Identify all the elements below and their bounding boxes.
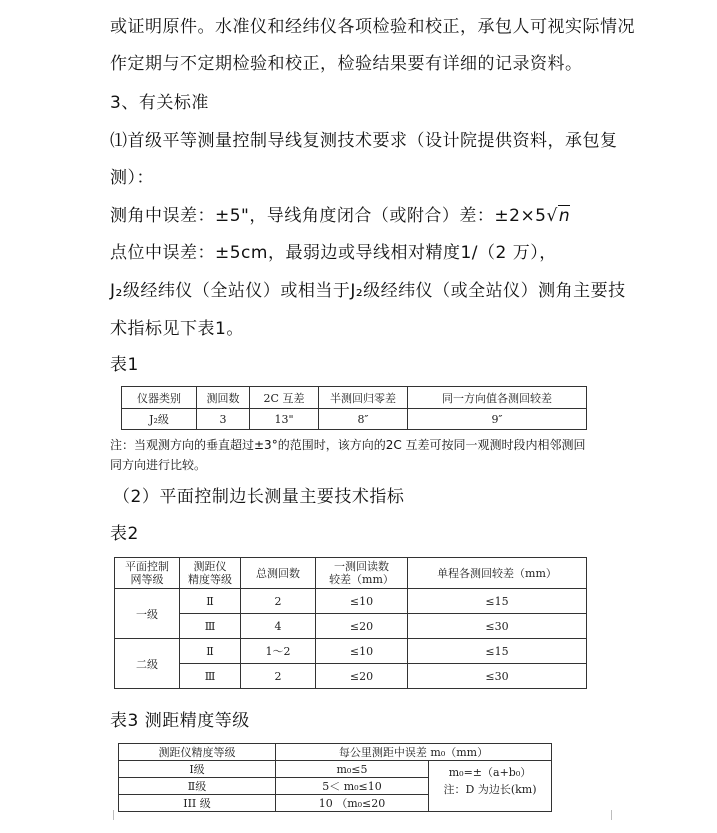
table-label: 表3 测距精度等级 [110, 711, 250, 731]
table-cell: ≤10 [316, 589, 408, 614]
table-cell: 2 [241, 589, 316, 614]
table-cell: Ⅱ [180, 639, 241, 664]
table-cell: Ⅱ级 [119, 778, 276, 795]
table-cell: 1～2 [241, 639, 316, 664]
table-header-cell: 测距仪精度等级 [119, 744, 276, 761]
table-cell: Ⅰ级 [119, 761, 276, 778]
table-cell: ≤20 [316, 614, 408, 639]
paragraph-line: J₂级经纬仪（全站仪）或相当于J₂级经纬仪（或全站仪）测角主要技 [110, 281, 626, 301]
page-corner-bottom-right [611, 810, 622, 820]
table-cell: Ⅲ [180, 614, 241, 639]
formula-line [110, 201, 570, 226]
table-cell: 9″ [408, 409, 587, 430]
section-heading: 3、有关标准 [110, 93, 209, 113]
table-3 [118, 743, 552, 812]
table-cell: 2 [241, 664, 316, 689]
table-cell: 4 [241, 614, 316, 639]
table-cell: 3 [197, 409, 250, 430]
table-header-cell: 每公里测距中误差 m₀（mm） [276, 744, 552, 761]
paragraph-line: ⑴首级平等测量控制导线复测技术要求（设计院提供资料，承包复 [110, 131, 618, 151]
table-header-cell: 测回数 [197, 387, 250, 409]
paragraph-line: 作定期与不定期检验和校正，检验结果要有详细的记录资料。 [110, 54, 583, 74]
table-cell: 8″ [319, 409, 408, 430]
table-cell: ≤30 [408, 664, 587, 689]
table-cell: 13" [250, 409, 319, 430]
formula-text: 测角中误差：±5"，导线角度闭合（或附合）差：±2×5 [110, 206, 547, 226]
table-cell: 5＜ m₀≤10 [276, 778, 429, 795]
table-label: 表1 [110, 355, 139, 375]
table-header-cell: 单程各测回较差（mm） [408, 558, 587, 589]
formula-note: 注：D 为边长(km) [443, 783, 537, 796]
table-cell: ≤20 [316, 664, 408, 689]
table-header-cell: 同一方向值各测回较差 [408, 387, 587, 409]
table-cell: Ⅱ [180, 589, 241, 614]
table-cell: ≤10 [316, 639, 408, 664]
paragraph-line: 测）： [110, 168, 154, 188]
table-header-cell: 一测回读数 较差（mm） [316, 558, 408, 589]
table-header-cell: 平面控制 网等级 [115, 558, 180, 589]
table-header-cell: 半测回归零差 [319, 387, 408, 409]
table-cell: ≤30 [408, 614, 587, 639]
formula-text: m₀=±（a+b₀） [448, 766, 532, 779]
page-corner-bottom-left [103, 810, 114, 820]
table-cell: J₂级 [122, 409, 197, 430]
table-cell: 一级 [115, 589, 180, 639]
table-note: 同方向进行比较。 [110, 458, 207, 472]
table-cell: III 级 [119, 795, 276, 812]
table-cell: m₀≤5 [276, 761, 429, 778]
section-heading: （2）平面控制边长测量主要技术指标 [113, 487, 405, 507]
table-cell: Ⅲ [180, 664, 241, 689]
table-cell: ≤15 [408, 589, 587, 614]
table-note: 注：当观测方向的垂直超过±3°的范围时，该方向的2C 互差可按同一观测时段内相邻测回 [110, 438, 586, 452]
paragraph-line: 术指标见下表1。 [110, 319, 244, 339]
table-label: 表2 [110, 524, 139, 544]
table-2 [114, 557, 587, 689]
table-header-cell: 测距仪 精度等级 [180, 558, 241, 589]
table-cell-formula [429, 761, 552, 812]
table-header-cell: 仪器类别 [122, 387, 197, 409]
table-cell: 10 （m₀≤20 [276, 795, 429, 812]
paragraph-line: 点位中误差：±5cm，最弱边或导线相对精度1/（2 万）， [110, 243, 557, 263]
table-header-cell: 总测回数 [241, 558, 316, 589]
paragraph-line: 或证明原件。水准仪和经纬仪各项检验和校正，承包人可视实际情况 [110, 17, 635, 37]
table-1 [121, 386, 587, 430]
sqrt-symbol: √n [546, 206, 571, 226]
table-cell: ≤15 [408, 639, 587, 664]
table-header-cell: 2C 互差 [250, 387, 319, 409]
table-cell: 二级 [115, 639, 180, 689]
radicand: n [558, 206, 571, 226]
